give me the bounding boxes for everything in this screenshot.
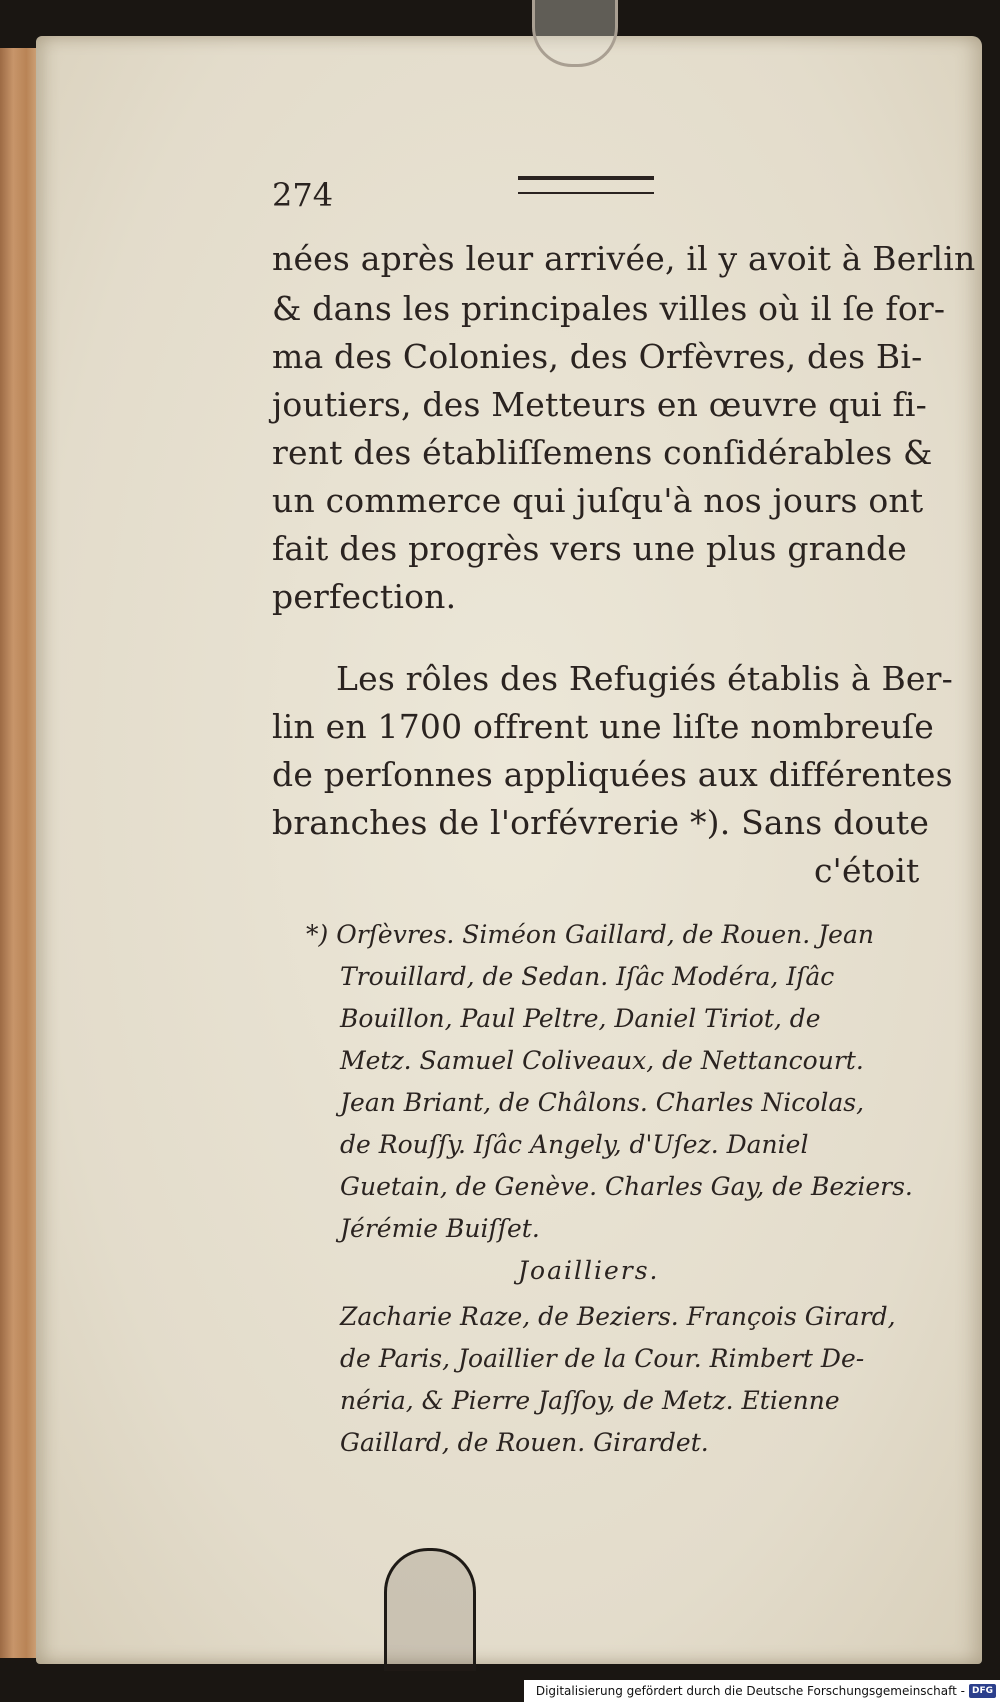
footnote-line: Guetain, de Genève. Charles Gay, de Beziers. <box>340 1172 913 1201</box>
body-line: & dans les principales villes où il ſe for- <box>272 289 946 328</box>
body-line: rent des établiſſemens conſidérables & <box>272 433 933 472</box>
footnote-line: de Rouſſy. Iſâc Angely, d'Uſez. Daniel <box>340 1130 809 1159</box>
body-line: ma des Colonies, des Orfèvres, des Bi- <box>272 337 923 376</box>
footnote-subheading: Joailliers. <box>518 1256 660 1285</box>
footnote-line: de Paris, Joaillier de la Cour. Rimbert De- <box>340 1344 865 1373</box>
dfg-logo: DFG <box>969 1684 996 1698</box>
body-line: de perſonnes appliquées aux différentes <box>272 755 953 794</box>
body-line: fait des progrès vers une plus grande <box>272 529 908 568</box>
catchword: c'étoit <box>814 851 920 890</box>
footnote-line: Trouillard, de Sedan. Iſâc Modéra, Iſâc <box>340 962 835 991</box>
credit-text: Digitalisierung gefördert durch die Deutsche Forschungsgemeinschaft - <box>535 1684 965 1698</box>
footnote-line: Gaillard, de Rouen. Girardet. <box>340 1428 709 1457</box>
footnote-line: Metz. Samuel Coliveaux, de Nettancourt. <box>340 1046 864 1075</box>
page-number: 274 <box>272 176 334 214</box>
body-line: perfection. <box>272 577 457 616</box>
footnote-line: néria, & Pierre Jaſſoy, de Metz. Etienne <box>340 1386 840 1415</box>
page-clip-bottom <box>384 1548 476 1671</box>
digitization-credit <box>524 1680 1000 1702</box>
body-line: joutiers, des Metteurs en œuvre qui fi- <box>272 385 928 424</box>
body-line: lin en 1700 offrent une liſte nombreuſe <box>272 707 934 746</box>
footnote-line: Zacharie Raze, de Beziers. François Girard, <box>340 1302 896 1331</box>
body-line: Les rôles des Refugiés établis à Ber- <box>336 659 953 698</box>
footnote-line: Bouillon, Paul Peltre, Daniel Tiriot, de <box>340 1004 821 1033</box>
body-line: nées après leur arrivée, il y avoit à Berlin <box>272 239 976 278</box>
footnote-line: *) Orſèvres. Siméon Gaillard, de Rouen. Jean <box>306 920 874 949</box>
body-line: branches de l'orfévrerie *). Sans doute <box>272 803 930 842</box>
header-ornament <box>518 176 654 194</box>
footnote-line: Jean Briant, de Châlons. Charles Nicolas, <box>340 1088 865 1117</box>
footnote-line: Jérémie Buiſſet. <box>340 1214 540 1243</box>
body-line: un commerce qui juſqu'à nos jours ont <box>272 481 924 520</box>
